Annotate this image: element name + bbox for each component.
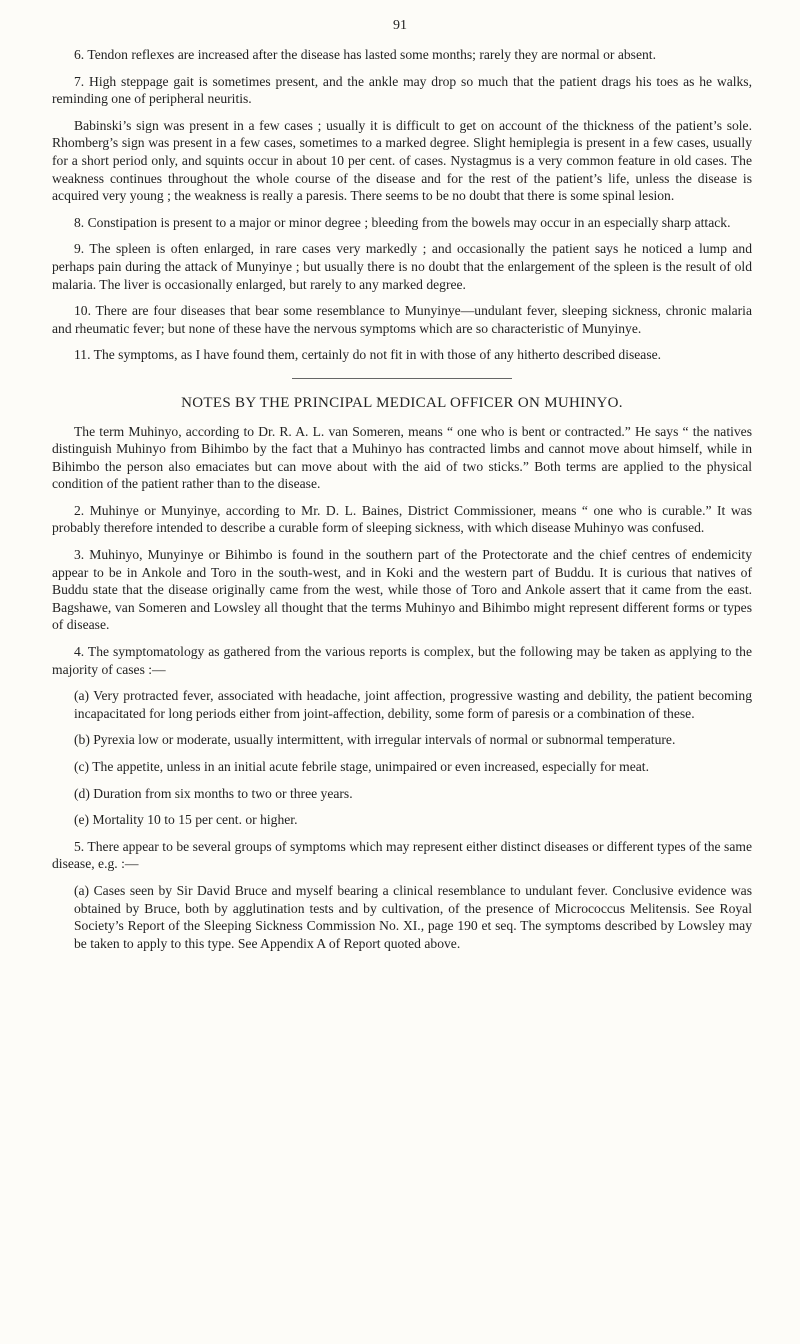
notes-paragraph-2: 2. Muhinye or Munyinye, according to Mr. D. L. Baines, District Commissioner, means “ one who is curable.” It was probably therefore intended to describe a curable form of sleeping sickness, with which disease Muhinyo was confused. [52, 502, 752, 536]
notes-item-5a: (a) Cases seen by Sir David Bruce and myself bearing a clinical resemblance to undulant fever. Conclusive evidence was obtained by Bruce, both by agglutination tests and by cultivation, of the presence of Micrococcus Melitensis. See Royal Society’s Report of the Sleeping Sickness Commission No. XI., page 190 et seq. The symptoms described by Lowsley may be taken to apply to this type. See Appendix A of Report quoted above. [74, 882, 752, 951]
body-text [52, 46, 752, 961]
notes-item-4c: (c) The appetite, unless in an initial acute febrile stage, unimpaired or even increased, especially for meat. [74, 759, 649, 774]
notes-paragraph-3: 3. Muhinyo, Munyinye or Bihimbo is found in the southern part of the Protectorate and the chief centres of endemicity appear to be in Ankole and Toro in the south-west, and in Koki and the western part of Buddu. It is curious that natives of Buddu state that the disease originally came from the west, while those of Toro and Ankole assert that it came from the east. Bagshawe, van Someren and Lowsley all thought that the terms Muhinyo and Bihimbo might represent different forms or types of disease. [52, 547, 752, 633]
notes-item-4a: (a) Very protracted fever, associated with headache, joint affection, progressive wasting and debility, the patient becoming incapacitated for long periods either from joint-affection, debility, some form of paresis or a combination of these. [74, 688, 752, 721]
notes-paragraph-4: 4. The symptomatology as gathered from the various reports is complex, but the following may be taken as applying to the majority of cases :— [52, 644, 752, 677]
paragraph-7: 7. High steppage gait is sometimes present, and the ankle may drop so much that the patient drags his toes as he walks, reminding one of peripheral neuritis. [52, 73, 752, 107]
notes-item-4d: (d) Duration from six months to two or three years. [74, 785, 353, 801]
section-heading: NOTES BY THE PRINCIPAL MEDICAL OFFICER ON MUHINYO. [181, 394, 623, 411]
notes-paragraph-5: 5. There appear to be several groups of symptoms which may represent either distinct diseases or different types of the same disease, e.g. :— [52, 838, 752, 872]
page-number: 91 [393, 18, 407, 33]
paragraph-9: 9. The spleen is often enlarged, in rare cases very markedly ; and occasionally the patient says he noticed a lump and perhaps pain during the attack of Munyinye ; but usually there is no doubt that the enlargement of the spleen is the result of old malaria. The liver is occasionally enlarged, but rarely to any marked degree. [52, 241, 752, 292]
paragraph-6: 6. Tendon reflexes are increased after the disease has lasted some months; rarely they are normal or absent. [74, 47, 656, 62]
paragraph-11: 11. The symptoms, as I have found them, certainly do not fit in with those of any hitherto described disease. [74, 347, 662, 363]
notes-item-4e: (e) Mortality 10 to 15 per cent. or higher. [74, 812, 298, 828]
paragraph-7-continued: Babinski’s sign was present in a few cases ; usually it is difficult to get on account of the thickness of the patient’s sole. Rhomberg’s sign was present in a few cases, sometimes to a marked degree. Slight hemiplegia is present in a few cases, usually for a short period only, and squints occur in about 10 per cent. of cases. Nystagmus is a very common feature in old cases. The weakness continues throughout the whole course of the disease and for the rest of the patient’s life, unless the disease is acquired very young ; the weakness is really a paresis. There seems to be no doubt that there is some spinal lesion. [52, 117, 752, 204]
notes-paragraph-1: The term Muhinyo, according to Dr. R. A. L. van Someren, means “ one who is bent or contracted.” He says “ the natives distinguish Muhinyo from Bihimbo by the fact that a Muhinyo has contracted limbs and cannot move about himself, while in Bihimbo the person also emaciates but can move about with the aid of two sticks.” Both terms are applied to the physical condition of the patient rather than to the disease. [52, 423, 752, 492]
paragraph-10: 10. There are four diseases that bear some resemblance to Munyinye—undulant fever, sleeping sickness, chronic malaria and rheumatic fever; but none of these have the nervous symptoms which are so characteristic of Munyinye. [52, 303, 752, 336]
notes-item-4b: (b) Pyrexia low or moderate, usually intermittent, with irregular intervals of normal or subnormal temperature. [74, 732, 676, 748]
section-divider [292, 378, 512, 379]
paragraph-8: 8. Constipation is present to a major or minor degree ; bleeding from the bowels may occur in an especially sharp attack. [74, 214, 731, 230]
